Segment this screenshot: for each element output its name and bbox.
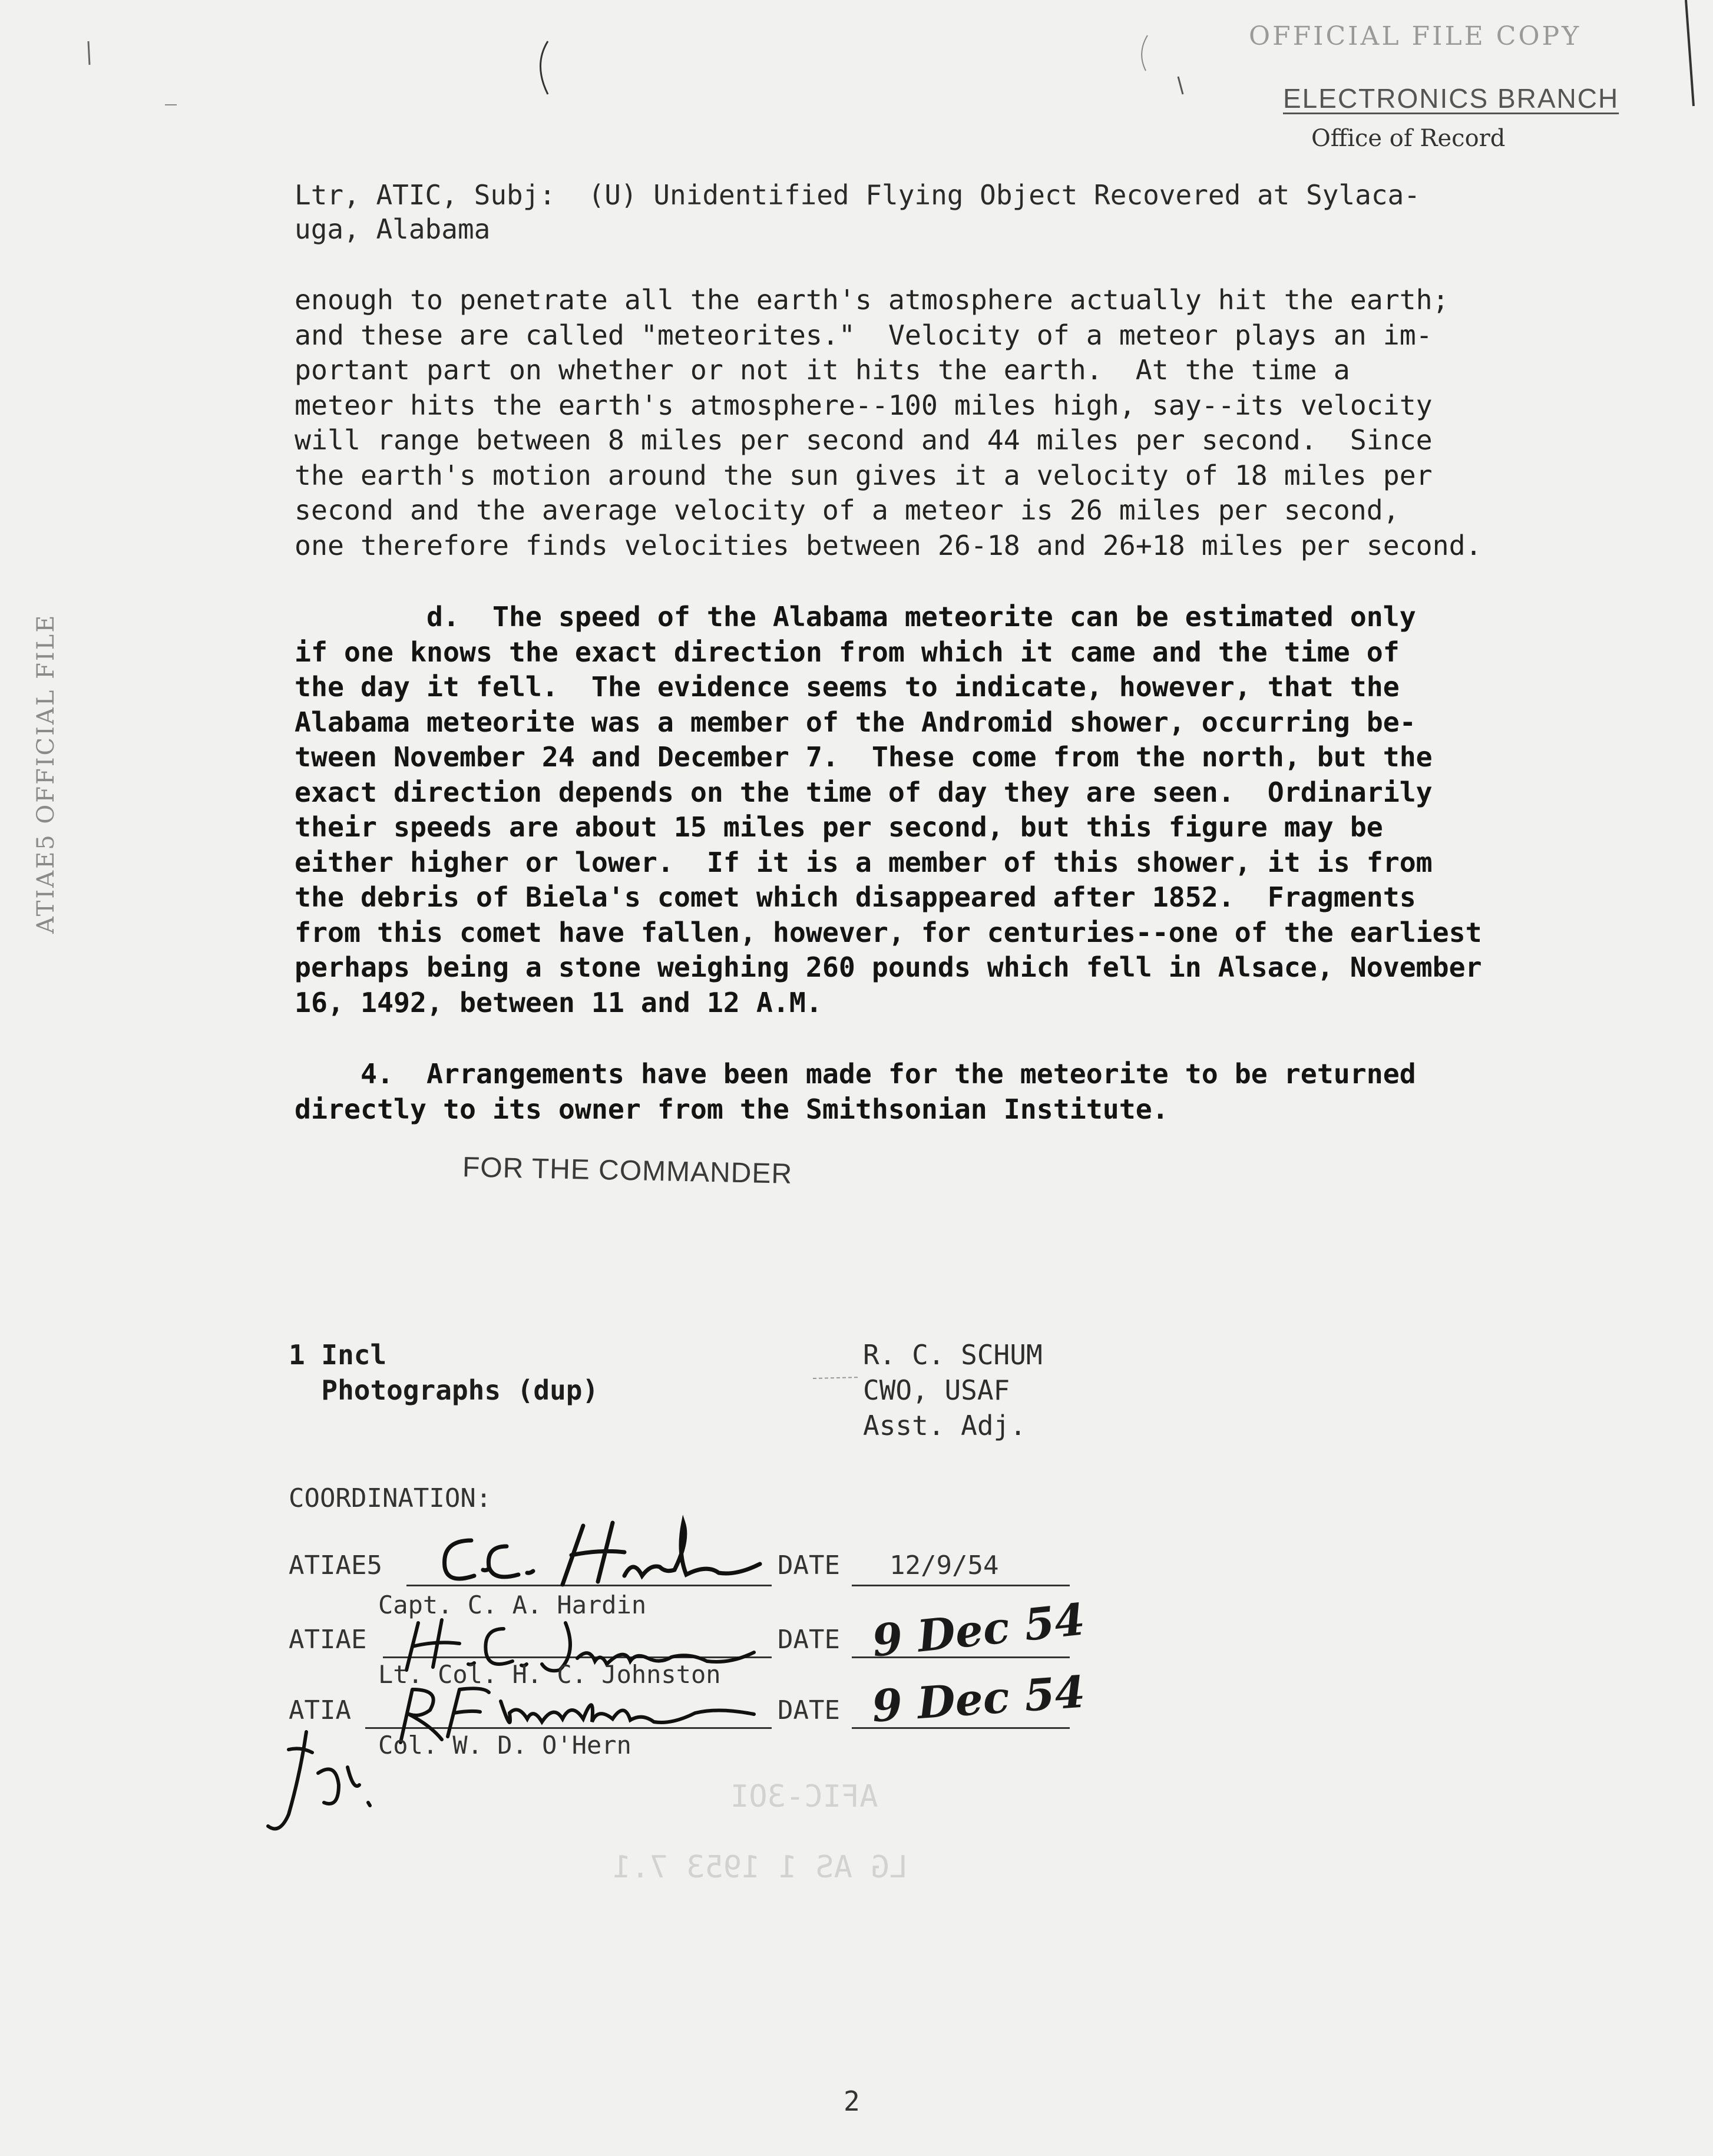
handwritten-initials — [253, 1726, 383, 1844]
coordination-row — [289, 1550, 382, 1580]
text-line: if one knows the exact direction from which it came and the time of — [295, 636, 1400, 668]
coordination-row — [289, 1695, 351, 1725]
enclosure-note — [289, 1337, 598, 1408]
text-line: the debris of Biela's comet which disappeared after 1852. Fragments — [295, 881, 1416, 913]
text-line: second and the average velocity of a meteor is 26 miles per second, — [295, 494, 1400, 526]
text-line: 4. Arrangements have been made for the meteorite to be returned — [295, 1058, 1416, 1090]
signature-block — [863, 1337, 1043, 1443]
coordination-name: Lt. Col. H. C. Johnston — [378, 1660, 721, 1689]
coordination-office: ATIAE5 — [289, 1550, 382, 1580]
header-line-2: uga, Alabama — [295, 213, 491, 245]
text-line: the day it fell. The evidence seems to indicate, however, that the — [295, 671, 1400, 703]
coordination-name: Capt. C. A. Hardin — [378, 1590, 647, 1619]
text-line: directly to its owner from the Smithsonian Institute. — [295, 1093, 1169, 1125]
signer-title: Asst. Adj. — [863, 1410, 1026, 1441]
date-line — [852, 1585, 1070, 1586]
text-line: their speeds are about 15 miles per second, but this figure may be — [295, 811, 1383, 843]
paragraph-4 — [295, 1057, 1416, 1127]
signer-rank: CWO, USAF — [863, 1374, 1010, 1406]
signer-name: R. C. SCHUM — [863, 1339, 1043, 1371]
date-label: DATE — [778, 1695, 840, 1725]
text-line: d. The speed of the Alabama meteorite can be estimated only — [295, 601, 1416, 633]
text-line: perhaps being a stone weighing 260 pounds which fell in Alsace, November — [295, 951, 1482, 983]
text-line: tween November 24 and December 7. These come from the north, but the — [295, 741, 1433, 773]
official-file-copy-stamp: OFFICIAL FILE COPY — [1249, 21, 1582, 51]
bleed-through-mark: LG AS 1 1953 7.1 — [613, 1850, 908, 1885]
coordination-row — [289, 1625, 366, 1655]
text-line: enough to penetrate all the earth's atmosphere actually hit the earth; — [295, 284, 1449, 316]
text-line: one therefore finds velocities between 26-18 and 26+18 miles per second. — [295, 529, 1482, 561]
date-label: DATE — [778, 1550, 840, 1580]
text-line: portant part on whether or not it hits the earth. At the time a — [295, 354, 1350, 386]
text-line: 16, 1492, between 11 and 12 A.M. — [295, 986, 822, 1019]
handwritten-signature-hardin — [430, 1505, 783, 1599]
coordination-office: ATIAE — [289, 1625, 367, 1655]
text-line: and these are called "meteorites." Velocity of a meteor plays an im- — [295, 319, 1433, 351]
coordination-date-handwritten: 9 Dec 54 — [870, 1666, 1087, 1732]
office-of-record-stamp: Office of Record — [1311, 125, 1506, 152]
text-line: from this comet have fallen, however, for centuries--one of the earliest — [295, 916, 1482, 948]
text-line: the earth's motion around the sun gives it a velocity of 18 miles per — [295, 459, 1433, 491]
enclosure-count: 1 Incl — [289, 1339, 387, 1371]
coordination-name: Col. W. D. O'Hern — [378, 1731, 631, 1760]
text-line: meteor hits the earth's atmosphere--100 miles high, say--its velocity — [295, 389, 1433, 421]
enclosure-description: Photographs (dup) — [289, 1374, 599, 1406]
coordination-date-handwritten: 9 Dec 54 — [869, 1594, 1087, 1667]
coordination-date: 12/9/54 — [889, 1550, 999, 1580]
text-line: exact direction depends on the time of day they are seen. Ordinarily — [295, 776, 1433, 808]
text-line: Alabama meteorite was a member of the Andromid shower, occurring be- — [295, 706, 1416, 738]
side-file-label: ATIAE5 OFFICIAL FILE — [32, 613, 59, 934]
coordination-title: COORDINATION: — [289, 1483, 492, 1513]
for-the-commander-stamp: FOR THE COMMANDER — [462, 1152, 793, 1190]
page-number: 2 — [844, 2085, 860, 2117]
coordination-office: ATIA — [289, 1695, 351, 1725]
text-line: will range between 8 miles per second and 44 miles per second. Since — [295, 424, 1433, 456]
header-line-1: Ltr, ATIC, Subj: (U) Unidentified Flying Object Recovered at Sylaca- — [295, 179, 1420, 211]
letter-header — [295, 178, 1620, 246]
text-line: either higher or lower. If it is a member of this shower, it is from — [295, 846, 1433, 878]
paragraph-d — [295, 600, 1482, 1020]
date-label: DATE — [778, 1625, 840, 1655]
bleed-through-mark: AFIC-3OI — [730, 1779, 878, 1814]
paragraph-c — [295, 283, 1482, 563]
electronics-branch-stamp: ELECTRONICS BRANCH — [1283, 83, 1619, 114]
